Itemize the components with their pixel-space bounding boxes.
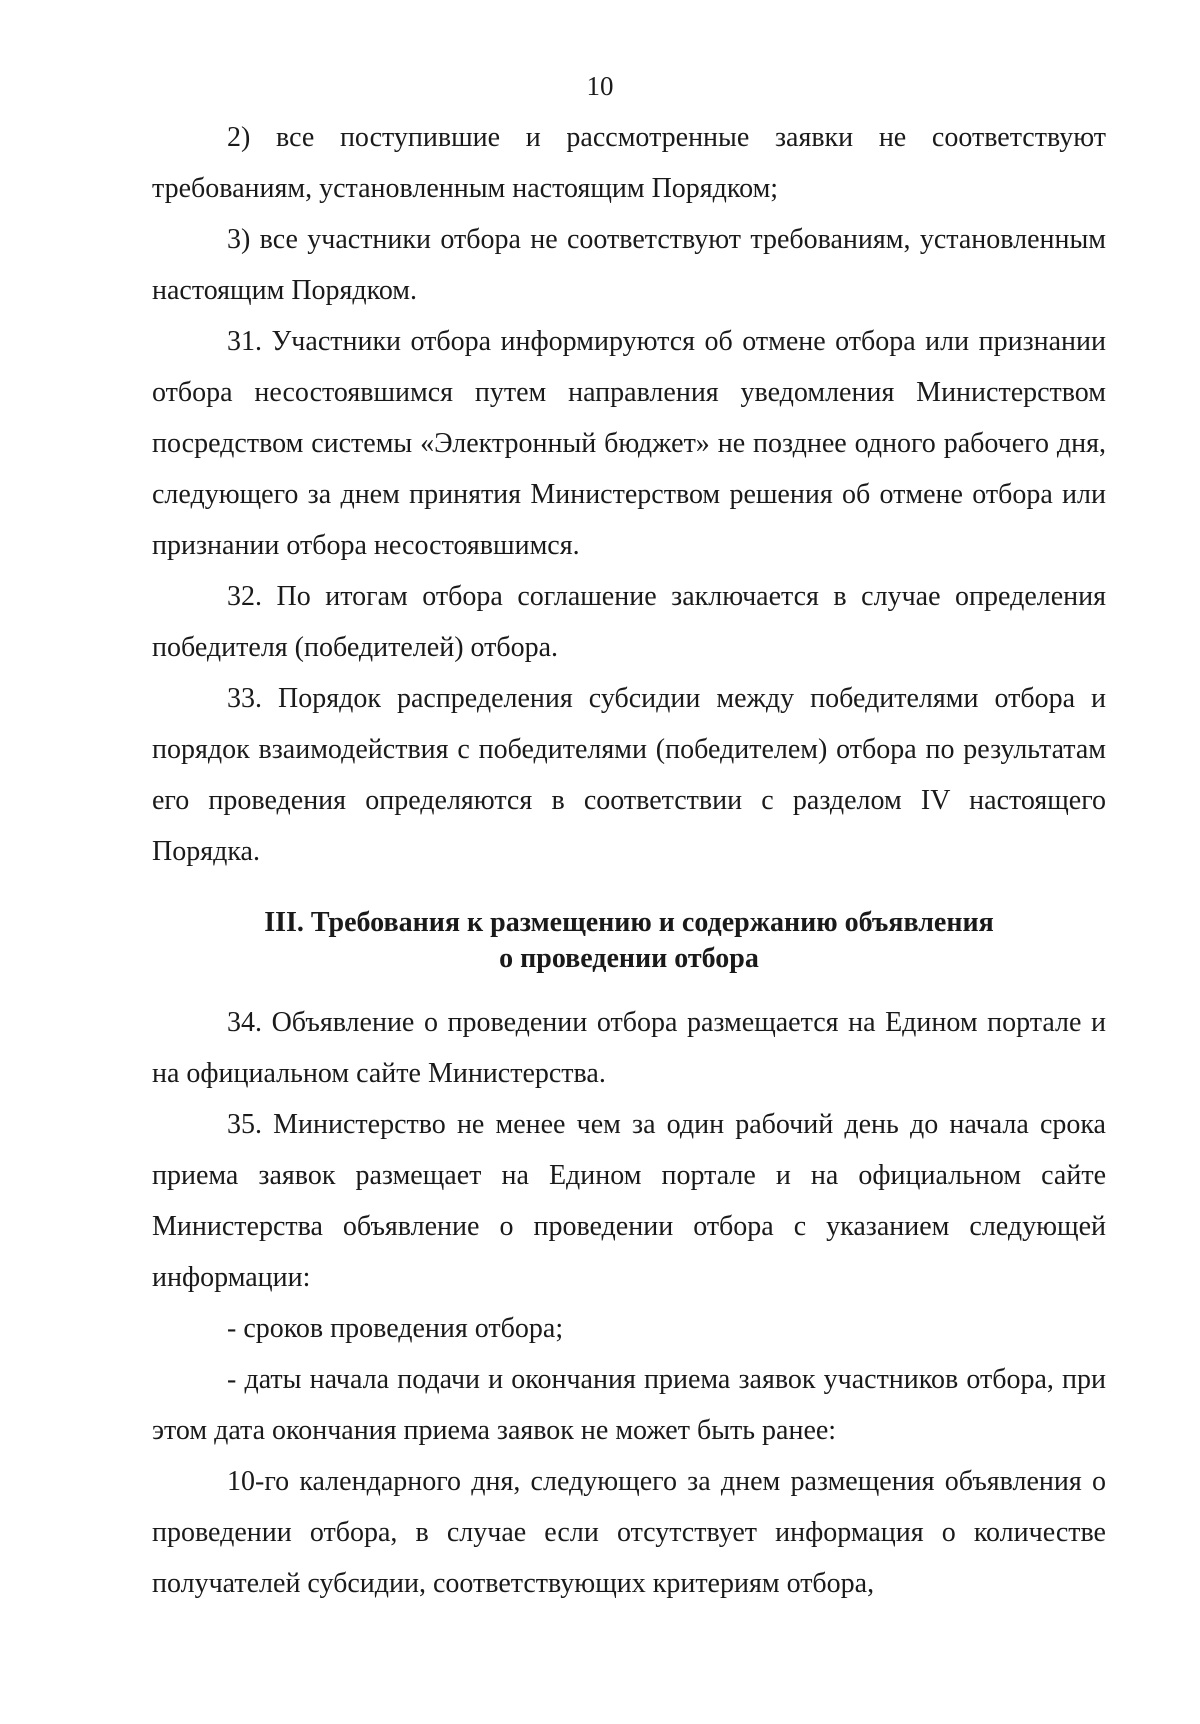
paragraph-item-2: 2) все поступившие и рассмотренные заявки не соответствуют требованиям, установленным настоящим Порядком;	[152, 122, 1106, 204]
section-heading	[152, 905, 1106, 977]
paragraph-32: 32. По итогам отбора соглашение заключается в случае определения победителя (победителей) отбора.	[152, 581, 1106, 663]
paragraph-34: 34. Объявление о проведении отбора размещается на Едином портале и на официальном сайте Министерства.	[152, 1007, 1106, 1089]
paragraph-33: 33. Порядок распределения субсидии между победителями отбора и порядок взаимодействия с победителями (победителем) отбора по результатам его проведения определяются в соответствии с разделом IV настоящего Порядка.	[152, 683, 1106, 867]
section-heading-line-1: III. Требования к размещению и содержанию объявления	[264, 907, 994, 938]
paragraph-31: 31. Участники отбора информируются об отмене отбора или признании отбора несостоявшимся путем направления уведомления Министерством посредством системы «Электронный бюджет» не позднее одного рабочего дня, следующего за днем принятия Министерством решения об отмене отбора или признании отбора несостоявшимся.	[152, 326, 1106, 561]
document-body	[152, 112, 1106, 1609]
list-item-dates: - даты начала подачи и окончания приема заявок участников отбора, при этом дата окончания приема заявок не может быть ранее:	[152, 1364, 1106, 1446]
page-number: 10	[586, 71, 614, 101]
paragraph-35: 35. Министерство не менее чем за один рабочий день до начала срока приема заявок размещает на Едином портале и на официальном сайте Министерства объявление о проведении отбора с указанием следующей информации:	[152, 1109, 1106, 1293]
list-item-terms: - сроков проведения отбора;	[227, 1313, 564, 1344]
section-heading-line-2: о проведении отбора	[499, 943, 759, 974]
paragraph-item-3: 3) все участники отбора не соответствуют требованиям, установленным настоящим Порядком.	[152, 224, 1106, 306]
paragraph-10th-day: 10-го календарного дня, следующего за днем размещения объявления о проведении отбора, в случае если отсутствует информация о количестве получателей субсидии, соответствующих критериям отбора,	[152, 1466, 1106, 1599]
